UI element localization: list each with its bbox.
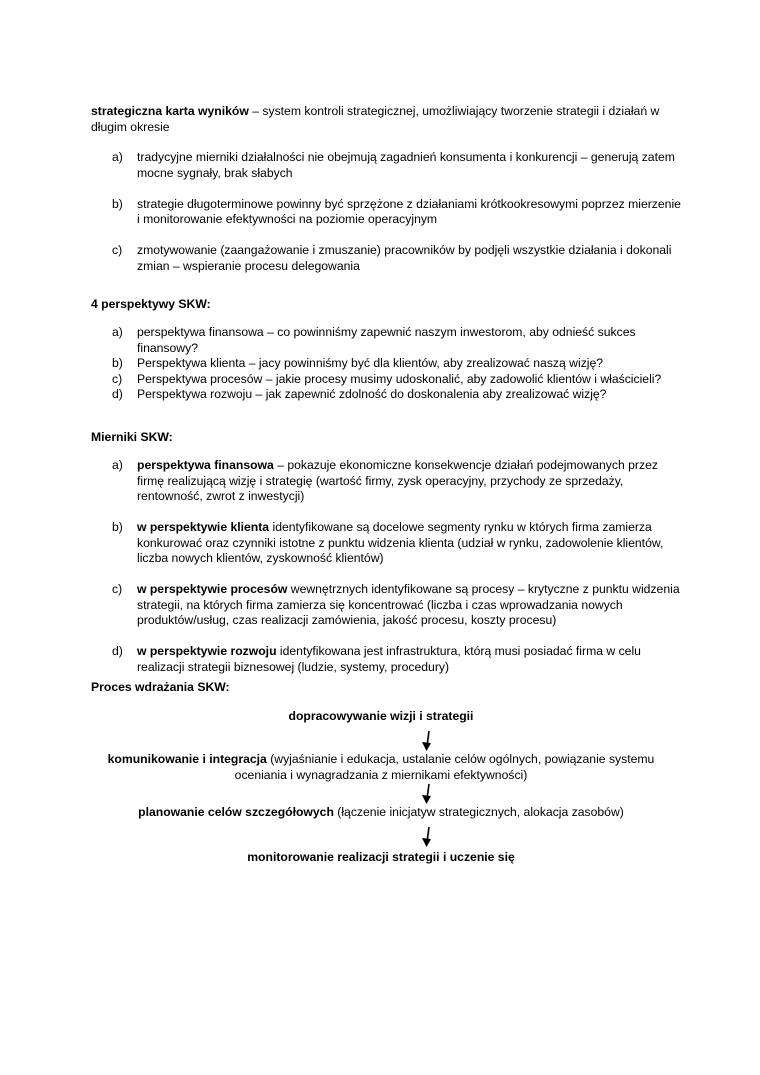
- down-arrow-icon: [420, 783, 436, 805]
- list-item: a) perspektywa finansowa – co powinniśmy zapewnić naszym inwestorom, aby odnieść sukces finansowy?: [112, 325, 636, 355]
- list-item: b) strategie długoterminowe powinny być sprzężone z działaniami krótkookresowymi poprzez mierzenie i monitorowanie efektywności na poziomie operacyjnym: [112, 196, 681, 226]
- list-item: b) Perspektywa klienta – jacy powinniśmy być dla klientów, aby zrealizować naszą wizję?: [112, 356, 604, 370]
- intro-list: [91, 150, 681, 274]
- down-arrow-icon: [420, 730, 436, 752]
- process-step-4: monitorowanie realizacji strategii i uczenie się: [247, 850, 515, 864]
- perspectives-heading: 4 perspektywy SKW:: [91, 297, 211, 311]
- intro-def: – system kontroli strategicznej, umożliwiający tworzenie strategii i działań w długim okresie: [91, 104, 660, 134]
- list-item: a) tradycyjne mierniki działalności nie obejmują zagadnień konsumenta i konkurencji – generują zatem mocne sygnały, brak słabych: [112, 150, 675, 180]
- process-step-2: komunikowanie i integracja (wyjaśnianie i edukacja, ustalanie celów ogólnych, powiązanie systemu oceniania i wynagradzania z miernikami efektywności): [107, 752, 655, 782]
- measures-list: [91, 458, 681, 675]
- list-item: c) zmotywowanie (zaangażowanie i zmuszanie) pracowników by podjęli wszystkie działania i dokonali zmian – wspieranie procesu delegowania: [112, 243, 672, 273]
- list-item: d) w perspektywie rozwoju identyfikowana jest infrastruktura, którą musi posiadać firma w celu realizacji strategii biznesowej (ludzie, systemy, procedury): [112, 644, 641, 674]
- down-arrow-icon: [420, 826, 436, 848]
- intro-term: strategiczna karta wyników: [91, 104, 249, 118]
- process-heading: Proces wdrażania SKW:: [91, 680, 230, 694]
- perspectives-list: [91, 325, 681, 403]
- process-step-1: dopracowywanie wizji i strategii: [288, 709, 474, 723]
- list-item: c) Perspektywa procesów – jakie procesy musimy udoskonalić, aby zadowolić klientów i właścicieli?: [112, 371, 662, 386]
- list-item: a) perspektywa finansowa – pokazuje ekonomiczne konsekwencje działań podejmowanych przez firmę realizującą wizję i strategię (wartość firmy, zysk operacyjny, przychody ze sprzedaży, rentowność, zwrot z inwestycji): [112, 458, 658, 503]
- measures-heading: Mierniki SKW:: [91, 430, 173, 444]
- list-item: d) Perspektywa rozwoju – jak zapewnić zdolność do doskonalenia aby zrealizować wizję?: [112, 387, 607, 401]
- intro-definition: [91, 104, 681, 135]
- process-step-3: planowanie celów szczegółowych (łączenie inicjatyw strategicznych, alokacja zasobów): [138, 805, 624, 819]
- list-item: c) w perspektywie procesów wewnętrznych identyfikowane są procesy – krytyczne z punktu widzenia strategii, na których firma zamierza się koncentrować (liczba i czas wprowadzania nowych produktów/usług, czas realizacji zamówienia, jakość procesu, koszty procesu): [112, 582, 680, 627]
- list-item: b) w perspektywie klienta identyfikowane są docelowe segmenty rynku w których firma zamierza konkurować oraz czynniki istotne z punktu widzenia klienta (udział w rynku, zadowolenie klientów, liczba nowych klientów, zyskowność klientów): [112, 520, 664, 565]
